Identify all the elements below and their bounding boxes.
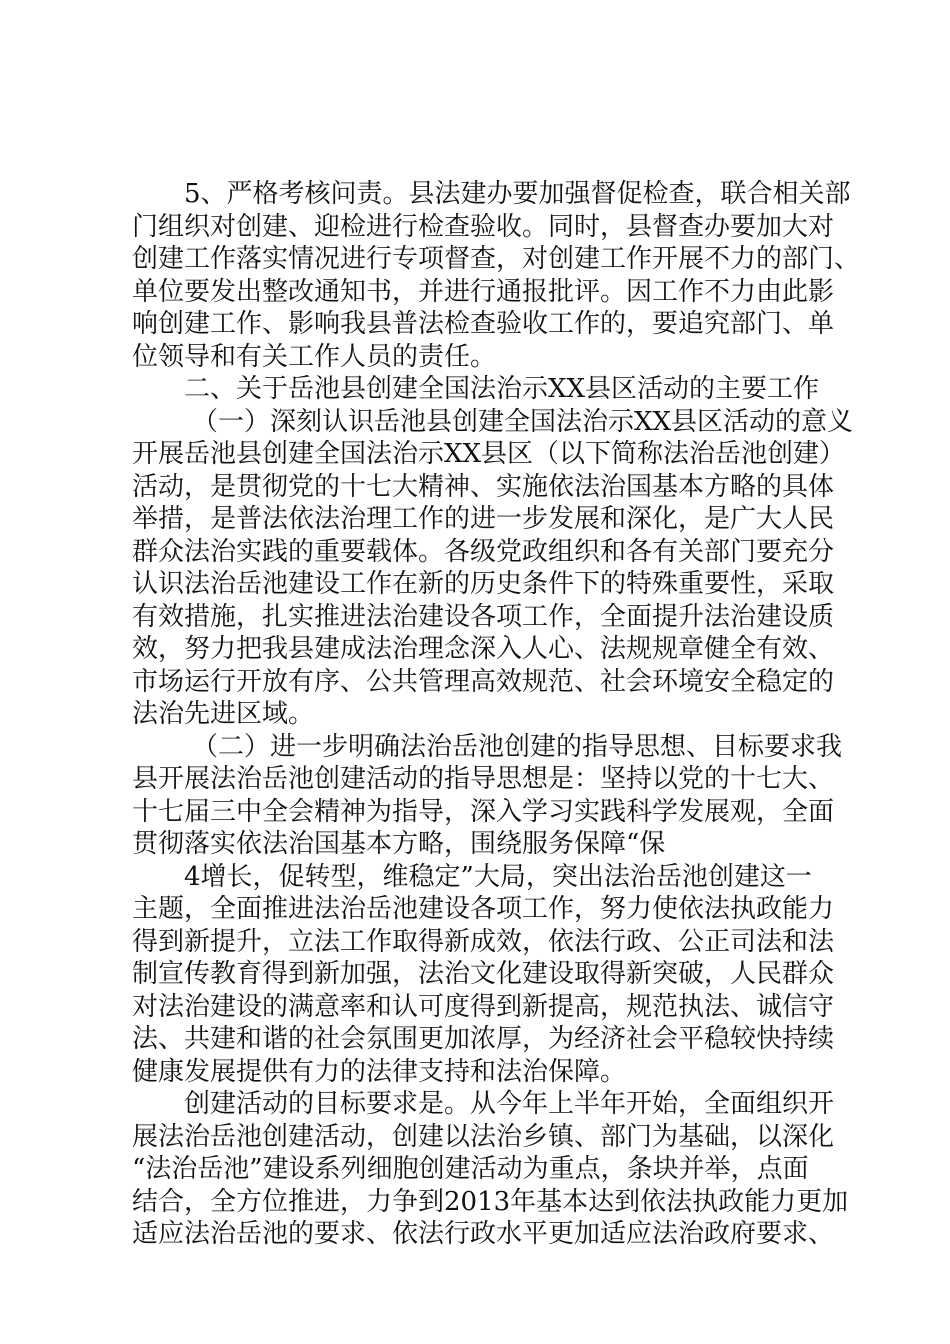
paragraph-line: 适应法治岳池的要求、依法行政水平更加适应法治政府要求、 (132, 1219, 835, 1249)
subsection-heading: （一）深刻认识岳池县创建全国法治示XX县区活动的意义 (192, 406, 854, 437)
paragraph-line: 对法治建设的满意率和认可度得到新提高，规范执法、诚信守 (132, 991, 835, 1022)
paragraph-line: 4增长，促转型，维稳定”大局，突出法治岳池创建这一 (184, 861, 812, 892)
paragraph-line: 活动，是贯彻党的十七大精神、实施依法治国基本方略的具体 (132, 471, 835, 502)
paragraph-line: 响创建工作、影响我县普法检查验收工作的，要追究部门、单 (132, 309, 835, 339)
paragraph-line: 效，努力把我县建成法治理念深入人心、法规规章健全有效、 (132, 634, 835, 664)
paragraph-line: 市场运行开放有序、公共管理高效规范、社会环境安全稳定的 (132, 666, 835, 697)
paragraph-line: 群众法治实践的重要载体。各级党政组织和各有关部门要充分 (132, 536, 835, 567)
paragraph-line: 法、共建和谐的社会氛围更加浓厚，为经济社会平稳较快持续 (132, 1024, 835, 1054)
paragraph-line: 单位要发出整改通知书，并进行通报批评。因工作不力由此影 (132, 276, 835, 307)
paragraph-line: 创建工作落实情况进行专项督查，对创建工作开展不力的部门、 (132, 244, 861, 274)
paragraph-line: 创建活动的目标要求是。从今年上半年开始，全面组织开 (184, 1089, 835, 1119)
paragraph-line: 举措，是普法依法治理工作的进一步发展和深化，是广大人民 (132, 504, 835, 534)
subsection-heading: （二）进一步明确法治岳池创建的指导思想、目标要求我 (192, 731, 843, 762)
paragraph-line: 开展岳池县创建全国法治示XX县区（以下简称法治岳池创建） (132, 439, 846, 469)
paragraph-line: 法治先进区域。 (132, 699, 315, 729)
paragraph-line: 位领导和有关工作人员的责任。 (132, 341, 497, 372)
section-heading: 二、关于岳池县创建全国法治示XX县区活动的主要工作 (184, 374, 820, 404)
paragraph-line: 健康发展提供有力的法律支持和法治保障。 (132, 1056, 627, 1087)
paragraph-line: 主题，全面推进法治岳池建设各项工作，努力使依法执政能力 (132, 894, 835, 924)
paragraph-line: 得到新提升，立法工作取得新成效，依法行政、公正司法和法 (132, 926, 835, 957)
paragraph-line: 门组织对创建、迎检进行检查验收。同时，县督查办要加大对 (132, 211, 835, 242)
paragraph-line: 结合，全方位推进，力争到2013年基本达到依法执政能力更加 (132, 1186, 849, 1217)
document-body (132, 178, 861, 1251)
paragraph-line: 贯彻落实依法治国基本方略，围绕服务保障“保 (132, 829, 666, 859)
paragraph-line: 展法治岳池创建活动，创建以法治乡镇、部门为基础，以深化 (132, 1121, 835, 1152)
paragraph-line: 十七届三中全会精神为指导，深入学习实践科学发展观，全面 (132, 796, 835, 827)
paragraph-line: 有效措施，扎实推进法治建设各项工作，全面提升法治建设质 (132, 601, 835, 632)
paragraph-line: 制宣传教育得到新加强，法治文化建设取得新突破，人民群众 (132, 959, 835, 989)
paragraph-line: 县开展法治岳池创建活动的指导思想是：坚持以党的十七大、 (132, 764, 835, 794)
paragraph-line: 认识法治岳池建设工作在新的历史条件下的特殊重要性，采取 (132, 569, 835, 599)
paragraph-line: 5、严格考核问责。县法建办要加强督促检查，联合相关部 (184, 179, 851, 209)
paragraph-line: “法治岳池”建设系列细胞创建活动为重点，条块并举，点面 (132, 1154, 809, 1184)
